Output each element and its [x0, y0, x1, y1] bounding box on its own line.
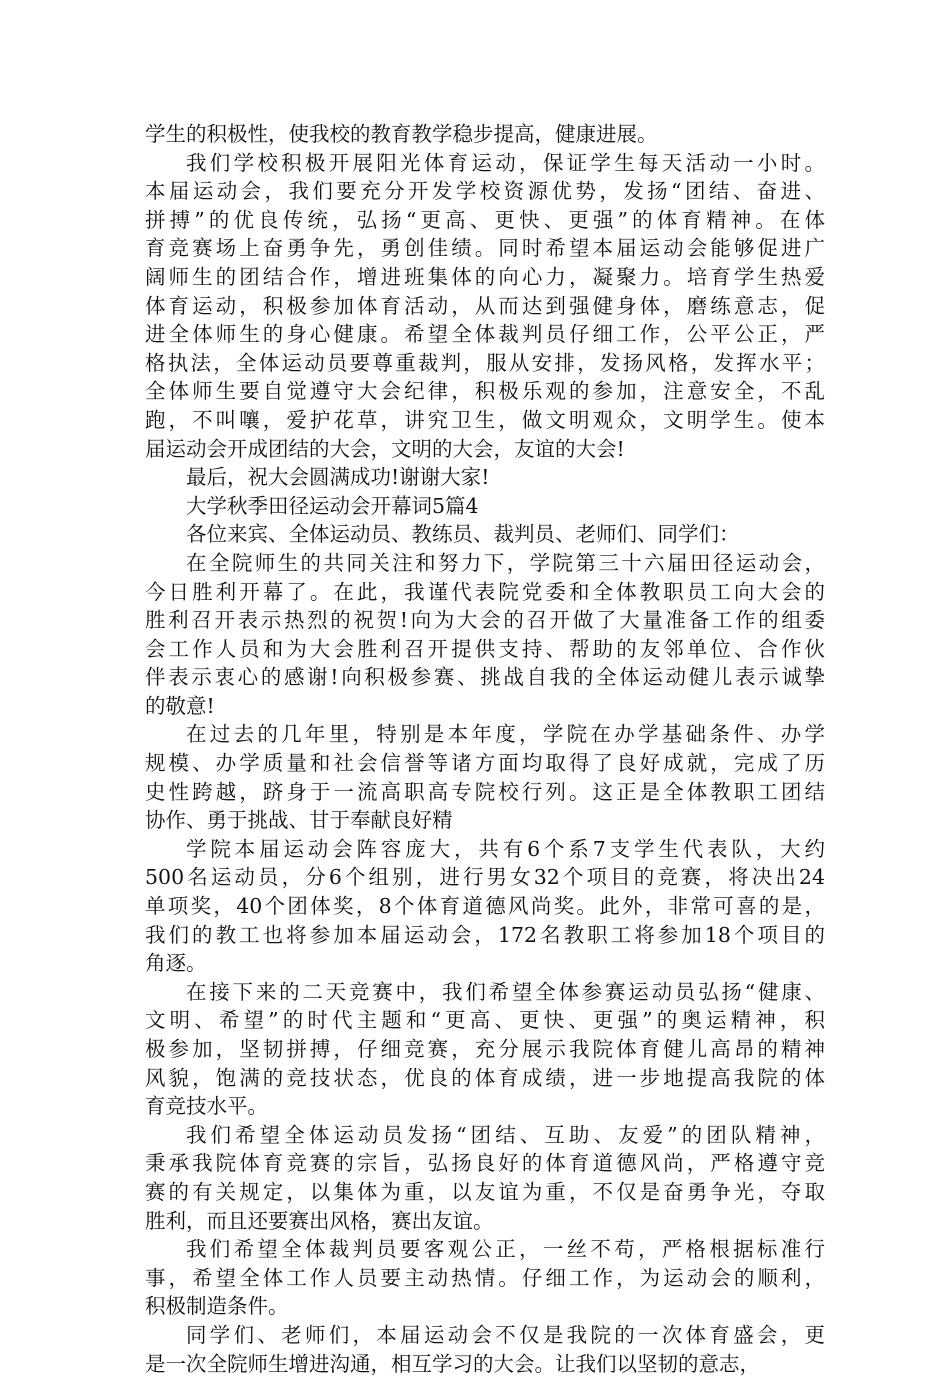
text-line: 跑，不叫嚷，爱护花草，讲究卫生，做文明观众，文明学生。使本 [145, 407, 825, 432]
text-line: 在接下来的二天竞赛中，我们希望全体参赛运动员弘扬“健康、 [186, 979, 825, 1004]
text-line: 规模、办学质量和社会信誉等诸方面均取得了良好成就，完成了历 [145, 751, 825, 776]
text-line: 在过去的几年里，特别是本年度，学院在办学基础条件、办学 [186, 722, 825, 747]
text-line: 我们希望全体裁判员要客观公正，一丝不苟，严格根据标准行 [186, 1237, 825, 1262]
text-line: 最后，祝大会圆满成功!谢谢大家! [186, 465, 490, 490]
document-body [145, 120, 825, 1378]
paragraph [145, 835, 825, 978]
text-line: 我们学校积极开展阳光体育运动，保证学生每天活动一小时。 [186, 150, 825, 175]
text-line: 单项奖，40个团体奖，8个体育道德风尚奖。此外，非常可喜的是， [145, 894, 825, 919]
text-line: 各位来宾、全体运动员、教练员、裁判员、老师们、同学们： [186, 522, 740, 547]
paragraph [145, 120, 825, 149]
text-line: 本届运动会，我们要充分开发学校资源优势，发扬“团结、奋进、 [145, 179, 825, 204]
text-line: 秉承我院体育竞赛的宗旨，弘扬良好的体育道德风尚，严格遵守竞 [145, 1151, 825, 1176]
text-line: 会工作人员和为大会胜利召开提供支持、帮助的友邻单位、合作伙 [145, 636, 825, 661]
text-line: 协作、勇于挑战、甘于奉献良好精 [145, 808, 453, 833]
text-line: 500名运动员，分6个组别，进行男女32个项目的竞赛，将决出24 [145, 865, 825, 890]
text-line: 学生的积极性，使我校的教育教学稳步提高，健康进展。 [145, 122, 658, 146]
paragraph [145, 492, 825, 521]
text-line: 角逐。 [145, 951, 207, 976]
paragraph [145, 549, 825, 721]
paragraph [145, 720, 825, 834]
text-line: 积极制造条件。 [145, 1294, 289, 1319]
text-line: 学院本届运动会阵容庞大，共有6个系7支学生代表队，大约 [186, 836, 825, 861]
text-line: 全体师生要自觉遵守大会纪律，积极乐观的参加，注意安全，不乱 [145, 379, 825, 404]
paragraph [145, 463, 825, 492]
text-line: 赛的有关规定，以集体为重，以友谊为重，不仅是奋勇争光，夺取 [145, 1179, 825, 1204]
text-line: 胜利召开表示热烈的祝贺!向为大会的召开做了大量准备工作的组委 [145, 608, 825, 633]
text-line: 格执法，全体运动员要尊重裁判，服从安排，发扬风格，发挥水平； [145, 350, 825, 375]
text-line: 风貌，饱满的竞技状态，优良的体育成绩，进一步地提高我院的体 [145, 1065, 825, 1090]
text-line: 育竞技水平。 [145, 1094, 268, 1119]
text-line: 进全体师生的身心健康。希望全体裁判员仔细工作，公平公正，严 [145, 322, 825, 347]
text-line: 胜利，而且还要赛出风格，赛出友谊。 [145, 1208, 494, 1233]
text-line: 拼搏”的优良传统，弘扬“更高、更快、更强”的体育精神。在体 [145, 207, 825, 232]
text-line: 大学秋季田径运动会开幕词5篇4 [186, 493, 479, 518]
text-line: 育竞赛场上奋勇争先，勇创佳绩。同时希望本届运动会能够促进广 [145, 236, 825, 261]
text-line: 史性跨越，跻身于一流高职高专院校行列。这正是全体教职工团结 [145, 779, 825, 804]
text-line: 阔师生的团结合作，增进班集体的向心力，凝聚力。培育学生热爱 [145, 264, 825, 289]
text-line: 届运动会开成团结的大会，文明的大会，友谊的大会! [145, 436, 625, 461]
text-line: 我们希望全体运动员发扬“团结、互助、友爱”的团队精神， [186, 1122, 825, 1147]
paragraph [145, 520, 825, 549]
paragraph [145, 149, 825, 464]
text-line: 是一次全院师生增进沟通，相互学习的大会。让我们以坚韧的意志， [145, 1351, 760, 1376]
text-line: 今日胜利开幕了。在此，我谨代表院党委和全体教职员工向大会的 [145, 579, 825, 604]
paragraph [145, 978, 825, 1121]
text-line: 同学们、老师们，本届运动会不仅是我院的一次体育盛会，更 [186, 1322, 825, 1347]
text-line: 伴表示衷心的感谢!向积极参赛、挑战自我的全体运动健儿表示诚挚 [145, 665, 825, 690]
text-line: 我们的教工也将参加本届运动会，172名教职工将参加18个项目的 [145, 922, 825, 947]
text-line: 体育运动，积极参加体育活动，从而达到强健身体，磨练意志，促 [145, 293, 825, 318]
text-line: 的敬意! [145, 693, 215, 718]
text-line: 在全院师生的共同关注和努力下，学院第三十六届田径运动会， [186, 550, 825, 575]
text-line: 事，希望全体工作人员要主动热情。仔细工作，为运动会的顺利， [145, 1265, 825, 1290]
text-line: 文明、希望”的时代主题和“更高、更快、更强”的奥运精神，积 [145, 1008, 825, 1033]
paragraph [145, 1235, 825, 1321]
paragraph [145, 1121, 825, 1235]
paragraph [145, 1321, 825, 1378]
text-line: 极参加，坚韧拼搏，仔细竞赛，充分展示我院体育健儿高昂的精神 [145, 1037, 825, 1061]
